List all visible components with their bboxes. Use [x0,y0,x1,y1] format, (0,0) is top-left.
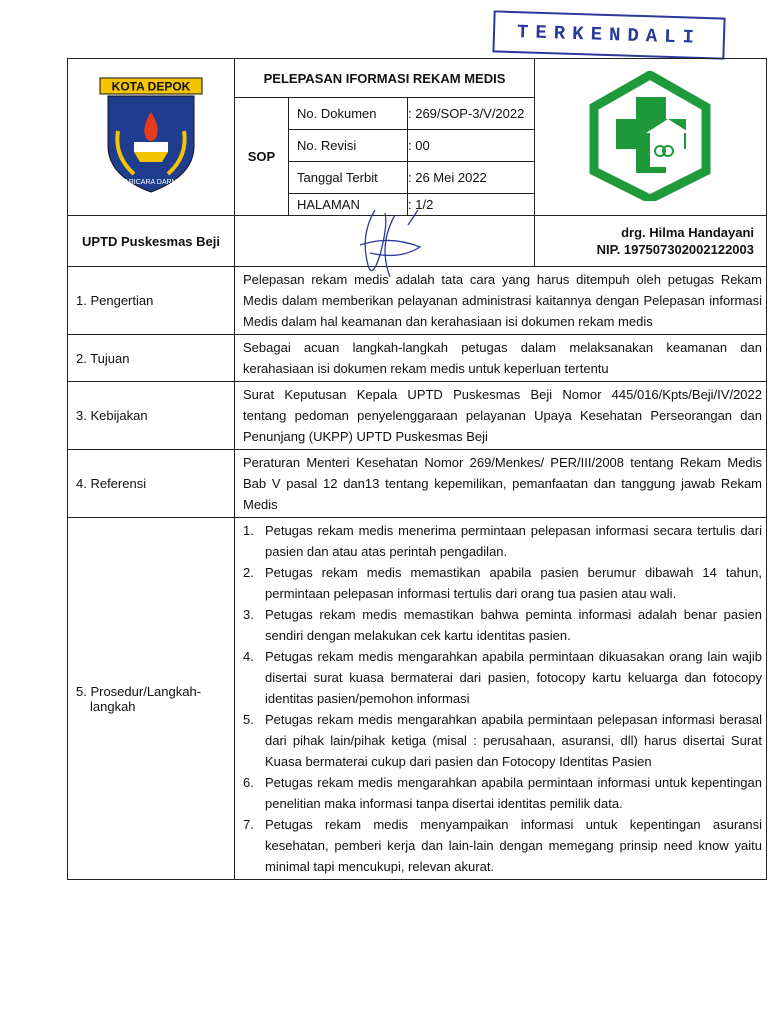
handwritten-signature-icon [300,205,450,285]
step-text: Petugas rekam medis menerima permintaan pelepasan informasi secara tertulis dari pasien dan atau atas perintah pengadilan. [265,523,762,559]
meta-value-halaman: : 1/2 [408,194,535,216]
section-label-prosedur [68,518,235,880]
step-text: Petugas rekam medis memastikan bahwa peminta informasi adalah benar pasien sendiri dengan melakukan cek kartu identitas pasien. [265,607,762,643]
step-number: 6. [243,775,254,790]
section-body-tujuan: Sebagai acuan langkah-langkah petugas dalam melaksanakan keamanan dan kerahasiaan isi dokumen rekam medis untuk keperluan tertentu [235,335,767,382]
procedure-step [243,520,762,562]
step-number: 1. [243,523,254,538]
kota-depok-emblem-icon [96,76,206,196]
meta-label-no-revisi: No. Revisi [289,130,408,162]
depok-logo-cell [68,59,235,216]
terkendali-stamp [492,10,725,59]
meta-label-no-dokumen: No. Dokumen [289,98,408,130]
section-body-kebijakan: Surat Keputusan Kepala UPTD Puskesmas Beji Nomor 445/016/Kpts/Beji/IV/2022 tentang pedoman penyelenggaraan pelayanan Upaya Kesehatan Perseorangan dan Penunjang (UKPP) UPTD Puskesmas Beji [235,382,767,450]
meta-label-tanggal-terbit: Tanggal Terbit [289,162,408,194]
step-number: 7. [243,817,254,832]
meta-label-halaman: HALAMAN [289,194,408,216]
procedure-list [243,520,762,877]
section-label-kebijakan: 3. Kebijakan [68,382,235,450]
section-label-referensi: 4. Referensi [68,450,235,518]
head-of-unit [535,216,767,267]
procedure-step [243,646,762,709]
step-text: Petugas rekam medis mengarahkan apabila permintaan dikuasakan orang lain wajib disertai surat kuasa bermaterai dari pasien, fotocopy kartu keluarga dan fotocopy identitas pasien/pemohon informasi [265,649,762,706]
prosedur-label-line2: langkah [90,698,136,714]
head-nip: NIP. 197507302002122003 [596,242,754,257]
unit-name: UPTD Puskesmas Beji [68,216,235,267]
procedure-step [243,709,762,772]
logo-left-name: KOTA DEPOK [111,79,191,93]
step-text: Petugas rekam medis menyampaikan informasi untuk kepentingan asuransi kesehatan, pemberi kerja dan lain-lain dengan memegang prinsip need know yaitu minimal tapi mencukupi, relevan akurat. [265,817,762,874]
step-text: Petugas rekam medis mengarahkan apabila permintaan pelepasan informasi berasal dari pihak lain/pihak ketiga (misal : perusahaan, asuransi, dll) harus disertai Surat Kuasa bermaterai cukup dari pasien dan Fotocopy Identitas Pasien [265,712,762,769]
procedure-step [243,604,762,646]
prosedur-label-line1: 5. Prosedur/Langkah- [76,683,202,699]
section-body-prosedur [235,518,767,880]
procedure-step [243,562,762,604]
sop-label: SOP [235,98,289,216]
logo-left-motto: PARICARA DARMA [119,178,183,186]
document-title: PELEPASAN IFORMASI REKAM MEDIS [235,59,535,98]
procedure-step [243,814,762,877]
procedure-step [243,772,762,814]
step-number: 3. [243,607,254,622]
meta-value-no-dokumen: : 269/SOP-3/V/2022 [408,98,535,130]
step-number: 2. [243,565,254,580]
section-body-referensi: Peraturan Menteri Kesehatan Nomor 269/Menkes/ PER/III/2008 tentang Rekam Medis Bab V pasal 12 dan13 tentang kepemilikan, pemanfaatan dan tanggung jawab Rekam Medis [235,450,767,518]
section-label-tujuan: 2. Tujuan [68,335,235,382]
meta-value-tanggal-terbit: : 26 Mei 2022 [408,162,535,194]
sop-table [67,58,767,880]
meta-value-no-revisi: : 00 [408,130,535,162]
head-name: drg. Hilma Handayani [621,225,754,240]
puskesmas-logo-cell [535,59,767,216]
step-text: Petugas rekam medis memastikan apabila pasien berumur dibawah 14 tahun, permintaan pelepasan informasi tertulis dari orang tua pasien atau wali. [265,565,762,601]
section-label-pengertian: 1. Pengertian [68,267,235,335]
puskesmas-logo-icon [588,71,713,201]
section-body-pengertian: Pelepasan rekam medis adalah tata cara yang harus ditempuh oleh petugas Rekam Medis dalam memberikan pelayanan administrasi kaitannya dengan Pelepasan informasi Medis dalam hal keamanan dan kerahasiaan isi dokumen rekam medis [235,267,767,335]
stamp-text: TERKENDALI [516,21,702,49]
step-text: Petugas rekam medis mengarahkan apabila permintaan informasi untuk kepentingan penelitian maka informasi tanpa disertai identitas pemilik data. [265,775,762,811]
step-number: 4. [243,649,254,664]
step-number: 5. [243,712,254,727]
